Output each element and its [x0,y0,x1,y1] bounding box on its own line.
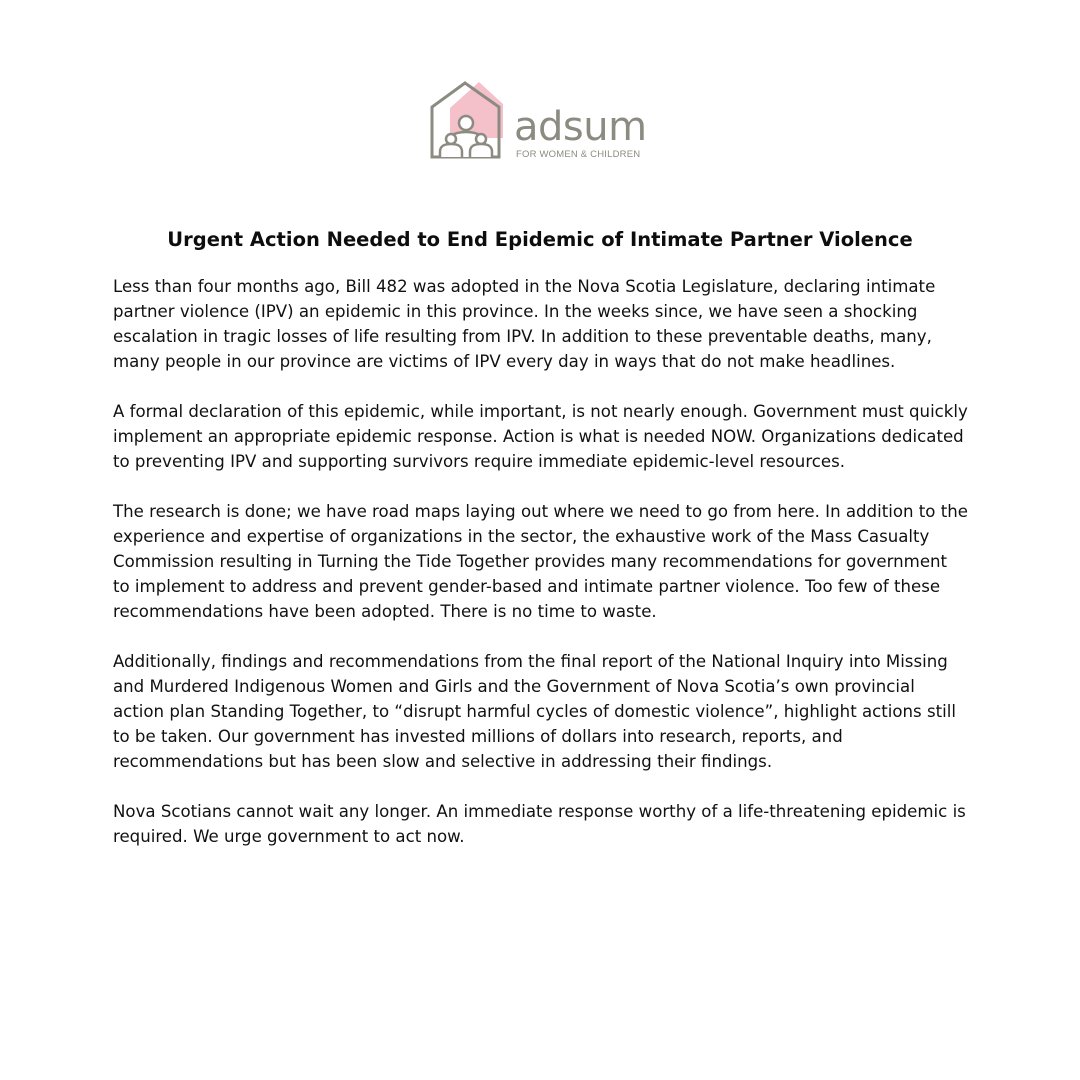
body-copy [113,274,968,874]
paragraph-2: A formal declaration of this epidemic, while important, is not nearly enough. Government must quickly implement an appropriate epidemic response. Action is what is needed NOW. Organizations dedicated to preventing IPV and supporting survivors require immediate epidemic-level resources. [113,402,968,471]
paragraph-4: Additionally, findings and recommendations from the final report of the National Inquiry into Missing and Murdered Indigenous Women and Girls and the Government of Nova Scotia’s own provincial action plan Standing Together, to “disrupt harmful cycles of domestic violence”, highlight actions still to be taken. Our government has invested millions of dollars into research, reports, and recommendations but has been slow and selective in addressing their findings. [113,652,956,771]
paragraph-3: The research is done; we have road maps laying out where we need to go from here. In addition to the experience and expertise of organizations in the sector, the exhaustive work of the Mass Casualty Commission resulting in Turning the Tide Together provides many recommendations for government to implement to address and prevent gender-based and intimate partner violence. Too few of these recommendations have been adopted. There is no time to waste. [113,502,968,621]
logo-tagline: FOR WOMEN & CHILDREN [516,149,641,160]
logo-wordmark: adsum [514,104,647,150]
adsum-logo [429,80,659,162]
house-family-icon [429,80,507,162]
paragraph-5: Nova Scotians cannot wait any longer. An immediate response worthy of a life-threatening epidemic is required. We urge government to act now. [113,802,966,846]
paragraph-1: Less than four months ago, Bill 482 was adopted in the Nova Scotia Legislature, declaring intimate partner violence (IPV) an epidemic in this province. In the weeks since, we have seen a shocking escalation in tragic losses of life resulting from IPV. In addition to these preventable deaths, many, many people in our province are victims of IPV every day in ways that do not make headlines. [113,277,936,371]
headline: Urgent Action Needed to End Epidemic of Intimate Partner Violence [167,228,913,251]
